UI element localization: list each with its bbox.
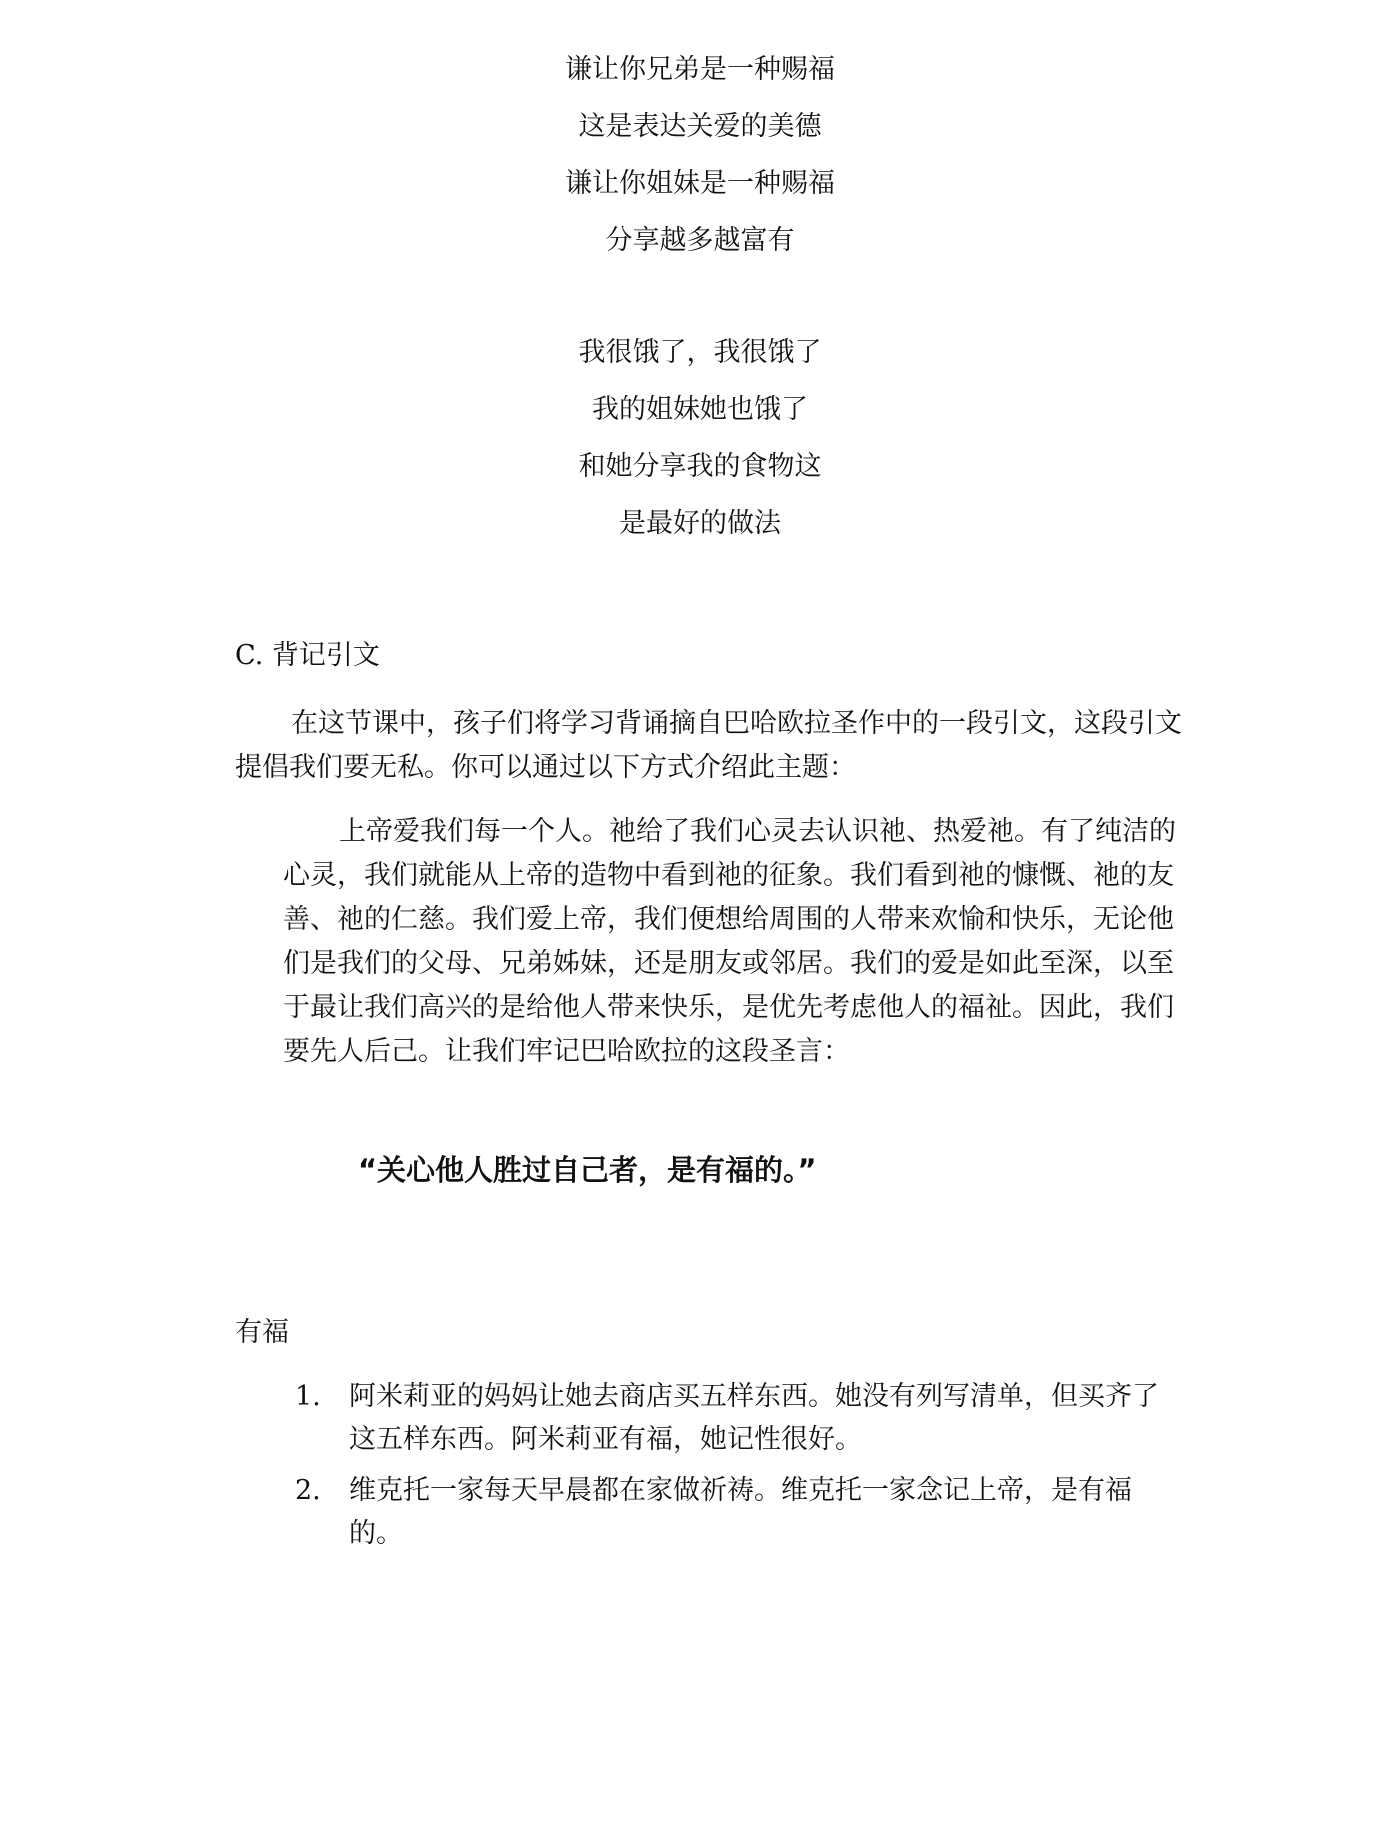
youfu-list: [295, 1375, 1175, 1563]
list-item: [295, 1469, 1175, 1555]
youfu-heading: 有福: [235, 1317, 289, 1348]
poem-line: 我很饿了，我很饿了: [578, 337, 822, 368]
poem-stanza-1: [0, 41, 1400, 269]
poem-line: 这是表达关爱的美德: [578, 111, 822, 142]
poem-line: 是最好的做法: [619, 508, 781, 539]
section-c-heading: C. 背记引文: [235, 640, 380, 671]
list-item-number: 1.: [295, 1381, 321, 1412]
poem-stanza-2: [0, 324, 1400, 552]
poem-line: 分享越多越富有: [605, 225, 795, 256]
list-item-text: 阿米莉亚的妈妈让她去商店买五样东西。她没有列写清单，但买齐了这五样东西。阿米莉亚有福，她记性很好。: [349, 1381, 1159, 1455]
poem-line: 谦让你姐妹是一种赐福: [565, 168, 835, 199]
section-c-passage: 上帝爱我们每一个人。祂给了我们心灵去认识祂、热爱祂。有了纯洁的心灵，我们就能从上帝的造物中看到祂的征象。我们看到祂的慷慨、祂的友善、祂的仁慈。我们爱上帝，我们便想给周围的人带来欢愉和快乐，无论他们是我们的父母、兄弟姊妹，还是朋友或邻居。我们的爱是如此至深，以至于最让我们高兴的是给他人带来快乐，是优先考虑他人的福祉。因此，我们要先人后己。让我们牢记巴哈欧拉的这段圣言：: [283, 816, 1176, 1067]
list-item: [295, 1375, 1175, 1461]
list-item-number: 2.: [295, 1475, 321, 1506]
section-c-intro: 在这节课中，孩子们将学习背诵摘自巴哈欧拉圣作中的一段引文，这段引文提倡我们要无私。你可以通过以下方式介绍此主题：: [235, 708, 1182, 783]
poem-line: 我的姐妹她也饿了: [592, 394, 808, 425]
memorization-quote: “关心他人胜过自己者，是有福的。”: [358, 1153, 817, 1187]
poem-line: 和她分享我的食物这: [578, 451, 822, 482]
list-item-text: 维克托一家每天早晨都在家做祈祷。维克托一家念记上帝，是有福的。: [349, 1475, 1132, 1549]
poem-line: 谦让你兄弟是一种赐福: [565, 54, 835, 85]
